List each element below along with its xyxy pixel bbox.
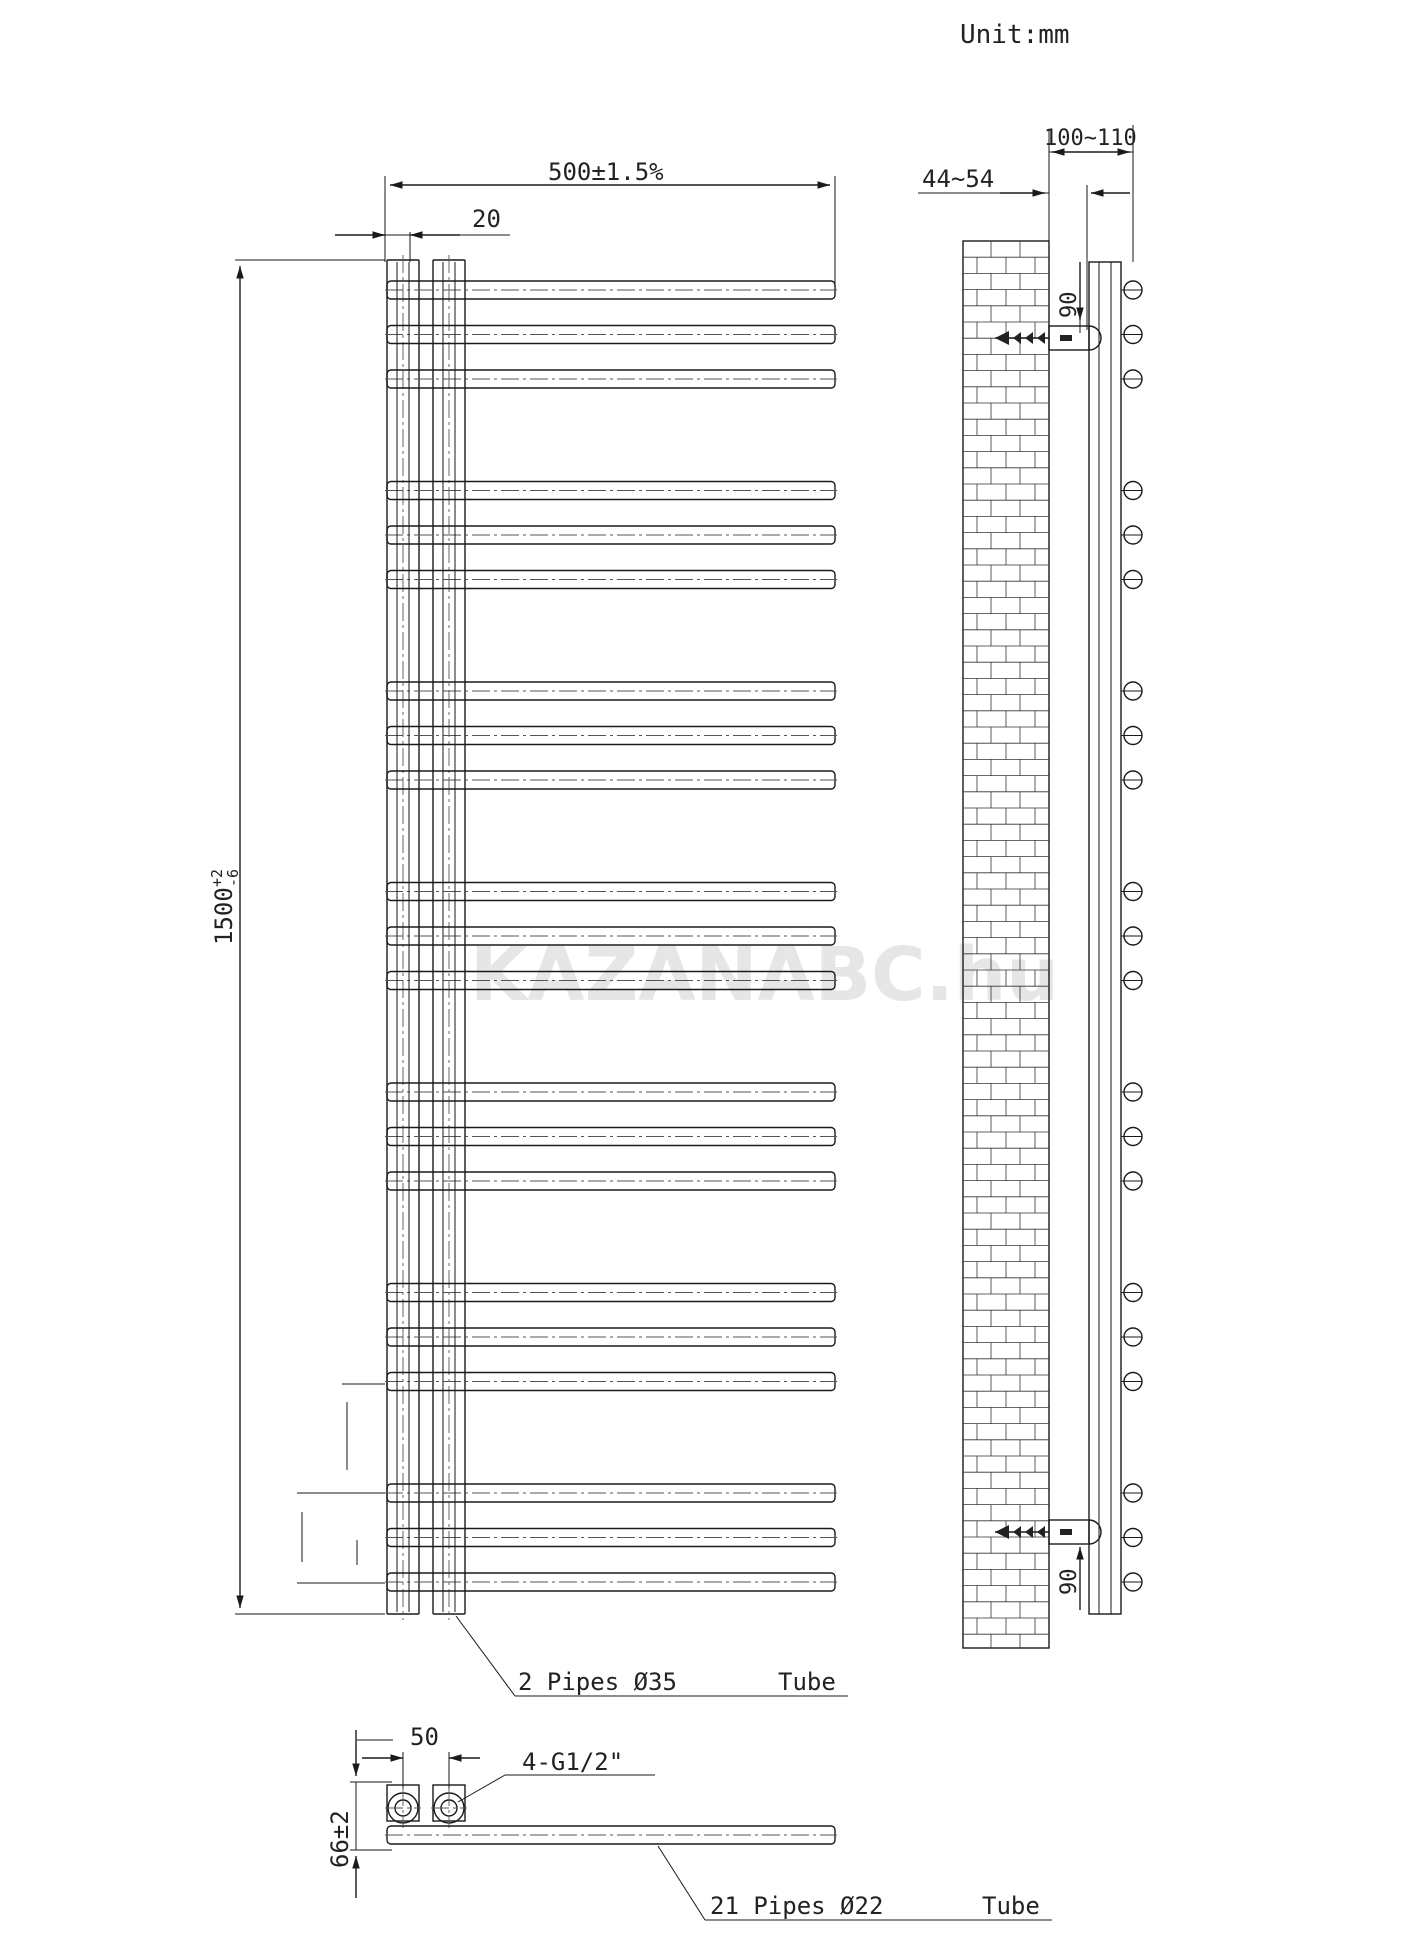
tube-14 [385, 1128, 837, 1146]
tube-end-5 [1121, 526, 1142, 544]
tube-6 [385, 571, 837, 589]
tube-15 [385, 1172, 837, 1190]
bracket-bottom-dim: 90 [1057, 1568, 1082, 1595]
wall-gap-dim: 44~54 [922, 165, 995, 193]
tube-end-12 [1121, 972, 1142, 990]
tube-end-1 [1121, 281, 1142, 299]
tube-20 [385, 1529, 837, 1547]
front-height-dim [208, 869, 242, 945]
tube-17 [385, 1328, 837, 1346]
tube-end-21 [1121, 1573, 1142, 1591]
horizontal-tubes [385, 281, 837, 1591]
collector-section-left [385, 1785, 421, 1828]
pipes-callout: 2 Pipes Ø35 [518, 1668, 677, 1696]
tubes-callout: 21 Pipes Ø22 [710, 1892, 884, 1920]
tube-5 [385, 526, 837, 544]
tube-end-9 [1121, 771, 1142, 789]
watermark: KAZANABC.hu [470, 932, 1059, 1018]
tube-4 [385, 482, 837, 500]
tube-end-15 [1121, 1172, 1142, 1190]
top-depth-dim: 66±2 [326, 1810, 354, 1868]
front-offset-dim: 20 [472, 205, 501, 233]
tube-end-16 [1121, 1284, 1142, 1302]
tube-end-17 [1121, 1328, 1142, 1346]
depth-dim: 100~110 [1044, 126, 1137, 151]
collector-section-right [431, 1785, 467, 1828]
tube-10 [385, 883, 837, 901]
connection-label: 4-G1/2" [522, 1748, 624, 1776]
svg-text:-6: -6 [224, 868, 242, 887]
tube-end-3 [1121, 370, 1142, 388]
tube-13 [385, 1083, 837, 1101]
spacing-dim: 50 [410, 1723, 439, 1751]
svg-text:+2: +2 [208, 868, 226, 887]
tube-19 [385, 1484, 837, 1502]
tube-end-2 [1121, 326, 1142, 344]
tube-end-7 [1121, 682, 1142, 700]
unit-label: Unit:mm [960, 20, 1070, 50]
wall-bracket-top [995, 326, 1101, 350]
tube-3 [385, 370, 837, 388]
tube-end-11 [1121, 927, 1142, 945]
front-view [208, 158, 848, 1696]
tube-7 [385, 682, 837, 700]
side-view [918, 125, 1142, 1648]
side-profile-pipe [1089, 262, 1121, 1614]
tube-end-14 [1121, 1128, 1142, 1146]
tube-21 [385, 1573, 837, 1591]
tube-1 [385, 281, 837, 299]
bracket-top-dim: 90 [1057, 291, 1082, 318]
tube-end-8 [1121, 727, 1142, 745]
tube-end-10 [1121, 883, 1142, 901]
svg-text:1500: 1500 [210, 887, 238, 945]
tube-end-circles [1121, 281, 1142, 1591]
tube-end-20 [1121, 1529, 1142, 1547]
wall-bracket-bottom [995, 1520, 1101, 1544]
top-view [326, 1723, 1052, 1920]
tube-16 [385, 1284, 837, 1302]
tube-end-18 [1121, 1373, 1142, 1391]
tube-end-19 [1121, 1484, 1142, 1502]
pipes-callout-suffix: Tube [778, 1668, 836, 1696]
tube-end-6 [1121, 571, 1142, 589]
tube-18 [385, 1373, 837, 1391]
tube-2 [385, 326, 837, 344]
tube-end-4 [1121, 482, 1142, 500]
tube-9 [385, 771, 837, 789]
front-width-dim: 500±1.5% [548, 158, 664, 186]
tube-8 [385, 727, 837, 745]
tubes-callout-suffix: Tube [982, 1892, 1040, 1920]
tube-end-13 [1121, 1083, 1142, 1101]
